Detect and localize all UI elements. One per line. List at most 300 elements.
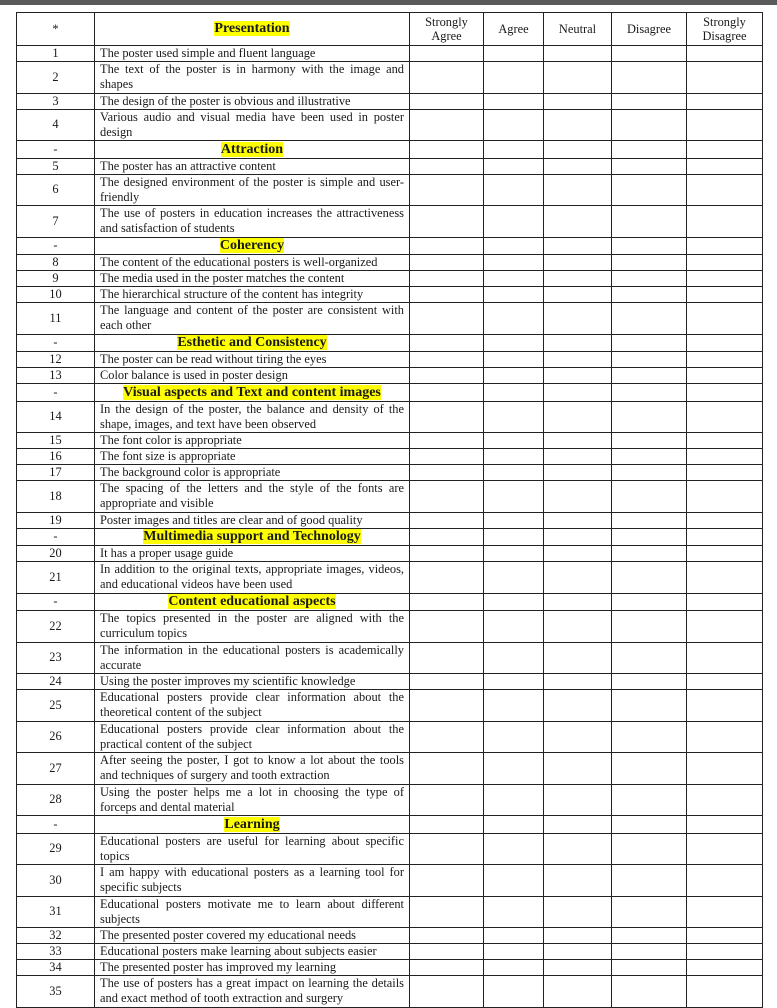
item-number: 35 (17, 976, 95, 1008)
response-cell-disagree[interactable] (612, 465, 687, 481)
section-row (17, 528, 763, 546)
response-cell-neutral[interactable] (544, 352, 612, 368)
item-number: 22 (17, 611, 95, 643)
response-cell-disagree[interactable] (612, 721, 687, 753)
response-cell-neutral (544, 334, 612, 352)
response-cell-strongly-disagree[interactable] (687, 352, 763, 368)
response-cell-disagree[interactable] (612, 174, 687, 206)
response-cell-strongly-disagree[interactable] (687, 690, 763, 722)
response-cell-strongly-disagree[interactable] (687, 62, 763, 94)
response-cell-neutral[interactable] (544, 611, 612, 643)
item-number: 23 (17, 642, 95, 674)
response-cell-strongly-agree[interactable] (410, 368, 484, 384)
response-cell-agree[interactable] (484, 611, 544, 643)
item-number: 9 (17, 271, 95, 287)
response-cell-disagree[interactable] (612, 368, 687, 384)
response-cell-neutral (544, 528, 612, 546)
response-cell-disagree[interactable] (612, 690, 687, 722)
table-row (17, 433, 763, 449)
section-heading-cell (95, 528, 410, 546)
response-cell-agree[interactable] (484, 833, 544, 865)
response-cell-strongly-disagree[interactable] (687, 401, 763, 433)
response-cell-disagree[interactable] (612, 976, 687, 1008)
response-cell-strongly-disagree[interactable] (687, 512, 763, 528)
item-statement: The poster used simple and fluent language (95, 46, 410, 62)
response-cell-strongly-disagree[interactable] (687, 674, 763, 690)
response-cell-agree[interactable] (484, 287, 544, 303)
response-cell-disagree[interactable] (612, 784, 687, 816)
response-cell-disagree[interactable] (612, 833, 687, 865)
item-number: 25 (17, 690, 95, 722)
response-cell-strongly-agree[interactable] (410, 287, 484, 303)
response-cell-strongly-agree[interactable] (410, 206, 484, 238)
item-number: 1 (17, 46, 95, 62)
response-cell-disagree[interactable] (612, 255, 687, 271)
section-row (17, 141, 763, 159)
section-heading-cell (95, 816, 410, 834)
response-cell-strongly-disagree (687, 334, 763, 352)
response-cell-agree[interactable] (484, 562, 544, 594)
item-number: 29 (17, 833, 95, 865)
response-cell-neutral[interactable] (544, 865, 612, 897)
section-row (17, 593, 763, 611)
response-cell-strongly-disagree[interactable] (687, 546, 763, 562)
response-cell-strongly-agree[interactable] (410, 465, 484, 481)
response-cell-strongly-agree[interactable] (410, 960, 484, 976)
table-row (17, 368, 763, 384)
response-cell-strongly-agree[interactable] (410, 562, 484, 594)
response-cell-agree[interactable] (484, 784, 544, 816)
response-cell-agree (484, 141, 544, 159)
response-cell-neutral[interactable] (544, 753, 612, 785)
section-heading-cell (95, 334, 410, 352)
response-cell-neutral[interactable] (544, 174, 612, 206)
response-cell-neutral[interactable] (544, 287, 612, 303)
table-row (17, 512, 763, 528)
table-row (17, 158, 763, 174)
response-cell-agree[interactable] (484, 62, 544, 94)
item-statement: Using the poster improves my scientific knowledge (95, 674, 410, 690)
header-row (17, 13, 763, 46)
response-cell-disagree[interactable] (612, 449, 687, 465)
response-cell-strongly-disagree[interactable] (687, 303, 763, 335)
response-cell-neutral[interactable] (544, 271, 612, 287)
response-cell-agree[interactable] (484, 271, 544, 287)
response-cell-strongly-disagree (687, 141, 763, 159)
response-cell-strongly-agree (410, 384, 484, 402)
section-title: Learning (224, 816, 280, 832)
item-statement: The spacing of the letters and the style of the fonts are appropriate and visible (95, 481, 410, 513)
response-cell-agree[interactable] (484, 512, 544, 528)
response-cell-neutral[interactable] (544, 674, 612, 690)
table-row (17, 960, 763, 976)
response-cell-agree[interactable] (484, 481, 544, 513)
item-number: 34 (17, 960, 95, 976)
item-number: - (17, 593, 95, 611)
item-statement: Various audio and visual media have been used in poster design (95, 109, 410, 141)
response-cell-disagree[interactable] (612, 93, 687, 109)
response-cell-strongly-agree[interactable] (410, 303, 484, 335)
response-cell-agree[interactable] (484, 976, 544, 1008)
item-statement: In the design of the poster, the balance and density of the shape, images, and text have been observed (95, 401, 410, 433)
response-cell-strongly-agree[interactable] (410, 62, 484, 94)
item-number: 17 (17, 465, 95, 481)
item-number: - (17, 237, 95, 255)
response-cell-strongly-disagree[interactable] (687, 465, 763, 481)
response-cell-agree[interactable] (484, 721, 544, 753)
response-cell-neutral[interactable] (544, 960, 612, 976)
item-number: 4 (17, 109, 95, 141)
response-cell-agree[interactable] (484, 206, 544, 238)
item-statement: The content of the educational posters is well-organized (95, 255, 410, 271)
table-row (17, 255, 763, 271)
response-cell-agree[interactable] (484, 109, 544, 141)
response-cell-disagree[interactable] (612, 287, 687, 303)
section-row (17, 384, 763, 402)
item-number: 28 (17, 784, 95, 816)
response-cell-neutral (544, 384, 612, 402)
response-cell-neutral[interactable] (544, 562, 612, 594)
response-cell-agree[interactable] (484, 174, 544, 206)
questionnaire-table (16, 12, 763, 1008)
section-title: Content educational aspects (168, 594, 336, 610)
response-cell-agree (484, 816, 544, 834)
response-cell-neutral (544, 237, 612, 255)
item-number: 13 (17, 368, 95, 384)
response-cell-neutral[interactable] (544, 690, 612, 722)
response-cell-strongly-disagree[interactable] (687, 642, 763, 674)
response-cell-agree (484, 237, 544, 255)
response-cell-neutral[interactable] (544, 62, 612, 94)
table-row (17, 271, 763, 287)
item-number: 19 (17, 512, 95, 528)
response-cell-strongly-disagree (687, 237, 763, 255)
response-cell-neutral[interactable] (544, 368, 612, 384)
response-cell-agree[interactable] (484, 46, 544, 62)
response-cell-agree[interactable] (484, 642, 544, 674)
response-cell-strongly-disagree[interactable] (687, 109, 763, 141)
item-number: 7 (17, 206, 95, 238)
response-cell-neutral[interactable] (544, 206, 612, 238)
response-cell-agree[interactable] (484, 465, 544, 481)
item-statement: After seeing the poster, I got to know a lot about the tools and techniques of surgery and tooth extraction (95, 753, 410, 785)
response-cell-strongly-agree (410, 141, 484, 159)
response-cell-agree[interactable] (484, 944, 544, 960)
response-cell-agree[interactable] (484, 674, 544, 690)
response-cell-strongly-agree[interactable] (410, 611, 484, 643)
response-cell-disagree[interactable] (612, 62, 687, 94)
item-number: 33 (17, 944, 95, 960)
response-cell-strongly-disagree[interactable] (687, 721, 763, 753)
response-cell-disagree[interactable] (612, 46, 687, 62)
response-cell-strongly-disagree[interactable] (687, 896, 763, 928)
item-number: 14 (17, 401, 95, 433)
response-cell-agree[interactable] (484, 928, 544, 944)
scale-header-strongly-agree: Strongly Agree (410, 13, 484, 46)
response-cell-neutral[interactable] (544, 896, 612, 928)
response-cell-disagree[interactable] (612, 944, 687, 960)
item-statement: Educational posters provide clear information about the practical content of the subject (95, 721, 410, 753)
response-cell-disagree[interactable] (612, 611, 687, 643)
response-cell-strongly-agree[interactable] (410, 158, 484, 174)
item-statement: The presented poster has improved my learning (95, 960, 410, 976)
item-number: 20 (17, 546, 95, 562)
item-statement: Using the poster helps me a lot in choosing the type of forceps and dental material (95, 784, 410, 816)
response-cell-strongly-agree (410, 528, 484, 546)
response-cell-strongly-disagree (687, 593, 763, 611)
response-cell-disagree[interactable] (612, 896, 687, 928)
response-cell-agree[interactable] (484, 158, 544, 174)
scale-header-agree: Agree (484, 13, 544, 46)
section-title: Presentation (214, 21, 290, 36)
response-cell-strongly-agree[interactable] (410, 833, 484, 865)
table-row (17, 465, 763, 481)
response-cell-strongly-disagree[interactable] (687, 433, 763, 449)
response-cell-agree[interactable] (484, 896, 544, 928)
response-cell-disagree[interactable] (612, 865, 687, 897)
table-row (17, 865, 763, 897)
section-header-presentation (95, 13, 410, 46)
response-cell-neutral[interactable] (544, 944, 612, 960)
response-cell-strongly-agree[interactable] (410, 109, 484, 141)
response-cell-agree[interactable] (484, 433, 544, 449)
response-cell-agree[interactable] (484, 960, 544, 976)
response-cell-strongly-disagree[interactable] (687, 449, 763, 465)
response-cell-disagree (612, 528, 687, 546)
item-number: 11 (17, 303, 95, 335)
response-cell-strongly-agree[interactable] (410, 896, 484, 928)
response-cell-disagree[interactable] (612, 206, 687, 238)
table-row (17, 674, 763, 690)
response-cell-strongly-disagree[interactable] (687, 93, 763, 109)
response-cell-strongly-disagree[interactable] (687, 753, 763, 785)
response-cell-disagree[interactable] (612, 642, 687, 674)
response-cell-strongly-agree[interactable] (410, 976, 484, 1008)
section-title: Visual aspects and Text and content images (123, 384, 381, 400)
table-row (17, 642, 763, 674)
response-cell-strongly-disagree[interactable] (687, 562, 763, 594)
response-cell-strongly-agree[interactable] (410, 865, 484, 897)
response-cell-strongly-agree[interactable] (410, 674, 484, 690)
response-cell-agree[interactable] (484, 368, 544, 384)
item-statement: The topics presented in the poster are aligned with the curriculum topics (95, 611, 410, 643)
response-cell-strongly-disagree[interactable] (687, 865, 763, 897)
response-cell-neutral[interactable] (544, 303, 612, 335)
response-cell-neutral[interactable] (544, 481, 612, 513)
response-cell-strongly-disagree[interactable] (687, 784, 763, 816)
response-cell-strongly-agree[interactable] (410, 642, 484, 674)
response-cell-agree[interactable] (484, 865, 544, 897)
response-cell-strongly-disagree[interactable] (687, 206, 763, 238)
response-cell-neutral[interactable] (544, 721, 612, 753)
scale-header-neutral: Neutral (544, 13, 612, 46)
response-cell-disagree[interactable] (612, 481, 687, 513)
response-cell-strongly-agree[interactable] (410, 93, 484, 109)
section-row (17, 816, 763, 834)
index-header: * (17, 13, 95, 46)
table-row (17, 833, 763, 865)
response-cell-strongly-disagree (687, 528, 763, 546)
response-cell-agree[interactable] (484, 753, 544, 785)
response-cell-strongly-disagree[interactable] (687, 833, 763, 865)
table-row (17, 449, 763, 465)
response-cell-strongly-agree[interactable] (410, 690, 484, 722)
table-row (17, 481, 763, 513)
response-cell-disagree[interactable] (612, 562, 687, 594)
response-cell-agree[interactable] (484, 401, 544, 433)
response-cell-disagree[interactable] (612, 512, 687, 528)
response-cell-disagree (612, 816, 687, 834)
response-cell-disagree[interactable] (612, 401, 687, 433)
table-row (17, 401, 763, 433)
response-cell-neutral[interactable] (544, 433, 612, 449)
item-statement: Educational posters are useful for learning about specific topics (95, 833, 410, 865)
response-cell-strongly-agree[interactable] (410, 944, 484, 960)
item-number: 31 (17, 896, 95, 928)
response-cell-strongly-agree[interactable] (410, 449, 484, 465)
viewer-top-bar (0, 0, 777, 5)
response-cell-strongly-disagree[interactable] (687, 255, 763, 271)
response-cell-strongly-agree[interactable] (410, 401, 484, 433)
section-heading-cell (95, 237, 410, 255)
response-cell-disagree[interactable] (612, 928, 687, 944)
response-cell-strongly-agree[interactable] (410, 784, 484, 816)
item-statement: The designed environment of the poster is simple and user-friendly (95, 174, 410, 206)
response-cell-strongly-agree (410, 334, 484, 352)
item-number: - (17, 384, 95, 402)
response-cell-strongly-agree[interactable] (410, 721, 484, 753)
item-statement: The use of posters has a great impact on learning the details and exact method of tooth extraction and surgery (95, 976, 410, 1008)
item-statement: It has a proper usage guide (95, 546, 410, 562)
response-cell-neutral[interactable] (544, 158, 612, 174)
response-cell-strongly-agree[interactable] (410, 46, 484, 62)
item-statement: In addition to the original texts, appropriate images, videos, and educational videos have been used (95, 562, 410, 594)
response-cell-disagree[interactable] (612, 158, 687, 174)
item-number: 26 (17, 721, 95, 753)
response-cell-neutral[interactable] (544, 833, 612, 865)
response-cell-disagree (612, 237, 687, 255)
response-cell-strongly-disagree[interactable] (687, 960, 763, 976)
response-cell-strongly-agree[interactable] (410, 546, 484, 562)
response-cell-strongly-disagree[interactable] (687, 158, 763, 174)
response-cell-neutral[interactable] (544, 512, 612, 528)
response-cell-neutral[interactable] (544, 465, 612, 481)
response-cell-agree[interactable] (484, 93, 544, 109)
section-heading-cell (95, 593, 410, 611)
response-cell-disagree[interactable] (612, 674, 687, 690)
response-cell-neutral[interactable] (544, 93, 612, 109)
section-title: Esthetic and Consistency (177, 335, 327, 351)
response-cell-agree[interactable] (484, 546, 544, 562)
response-cell-agree[interactable] (484, 352, 544, 368)
item-number: 21 (17, 562, 95, 594)
response-cell-agree[interactable] (484, 303, 544, 335)
response-cell-disagree[interactable] (612, 271, 687, 287)
table-row (17, 62, 763, 94)
response-cell-strongly-disagree[interactable] (687, 368, 763, 384)
response-cell-neutral[interactable] (544, 784, 612, 816)
response-cell-neutral[interactable] (544, 449, 612, 465)
response-cell-strongly-agree (410, 593, 484, 611)
response-cell-agree[interactable] (484, 690, 544, 722)
item-statement: The presented poster covered my educational needs (95, 928, 410, 944)
response-cell-strongly-disagree[interactable] (687, 976, 763, 1008)
item-number: 30 (17, 865, 95, 897)
response-cell-strongly-agree[interactable] (410, 255, 484, 271)
scale-header-strongly-disagree: Strongly Disagree (687, 13, 763, 46)
response-cell-strongly-disagree[interactable] (687, 174, 763, 206)
response-cell-strongly-disagree[interactable] (687, 46, 763, 62)
response-cell-strongly-agree[interactable] (410, 433, 484, 449)
response-cell-neutral[interactable] (544, 255, 612, 271)
table-row (17, 753, 763, 785)
item-number: 12 (17, 352, 95, 368)
response-cell-neutral[interactable] (544, 976, 612, 1008)
response-cell-strongly-disagree[interactable] (687, 271, 763, 287)
response-cell-neutral[interactable] (544, 546, 612, 562)
response-cell-disagree (612, 384, 687, 402)
response-cell-agree[interactable] (484, 449, 544, 465)
item-statement: Educational posters provide clear information about the theoretical content of the subject (95, 690, 410, 722)
response-cell-strongly-agree (410, 816, 484, 834)
response-cell-strongly-disagree[interactable] (687, 944, 763, 960)
response-cell-disagree[interactable] (612, 546, 687, 562)
item-number: 16 (17, 449, 95, 465)
response-cell-strongly-agree[interactable] (410, 174, 484, 206)
response-cell-disagree[interactable] (612, 303, 687, 335)
response-cell-neutral[interactable] (544, 928, 612, 944)
response-cell-strongly-disagree[interactable] (687, 481, 763, 513)
response-cell-strongly-agree[interactable] (410, 753, 484, 785)
item-statement: The information in the educational posters is academically accurate (95, 642, 410, 674)
response-cell-disagree[interactable] (612, 352, 687, 368)
item-number: 5 (17, 158, 95, 174)
item-number: 10 (17, 287, 95, 303)
response-cell-agree[interactable] (484, 255, 544, 271)
response-cell-disagree (612, 334, 687, 352)
response-cell-agree (484, 334, 544, 352)
section-title: Coherency (219, 238, 285, 254)
response-cell-disagree[interactable] (612, 109, 687, 141)
item-statement: The font size is appropriate (95, 449, 410, 465)
response-cell-strongly-disagree[interactable] (687, 928, 763, 944)
response-cell-strongly-agree[interactable] (410, 271, 484, 287)
table-row (17, 896, 763, 928)
response-cell-strongly-disagree[interactable] (687, 611, 763, 643)
response-cell-disagree[interactable] (612, 960, 687, 976)
section-heading-cell (95, 384, 410, 402)
item-statement: The design of the poster is obvious and illustrative (95, 93, 410, 109)
response-cell-disagree[interactable] (612, 433, 687, 449)
response-cell-strongly-agree[interactable] (410, 928, 484, 944)
item-statement: The font color is appropriate (95, 433, 410, 449)
response-cell-neutral[interactable] (544, 109, 612, 141)
response-cell-strongly-disagree (687, 816, 763, 834)
table-row (17, 303, 763, 335)
response-cell-strongly-disagree[interactable] (687, 287, 763, 303)
section-row (17, 237, 763, 255)
response-cell-strongly-agree[interactable] (410, 352, 484, 368)
response-cell-strongly-agree[interactable] (410, 481, 484, 513)
response-cell-strongly-agree (410, 237, 484, 255)
response-cell-neutral[interactable] (544, 642, 612, 674)
response-cell-disagree (612, 141, 687, 159)
response-cell-strongly-agree[interactable] (410, 512, 484, 528)
response-cell-neutral[interactable] (544, 46, 612, 62)
response-cell-neutral[interactable] (544, 401, 612, 433)
response-cell-disagree[interactable] (612, 753, 687, 785)
response-cell-agree (484, 528, 544, 546)
